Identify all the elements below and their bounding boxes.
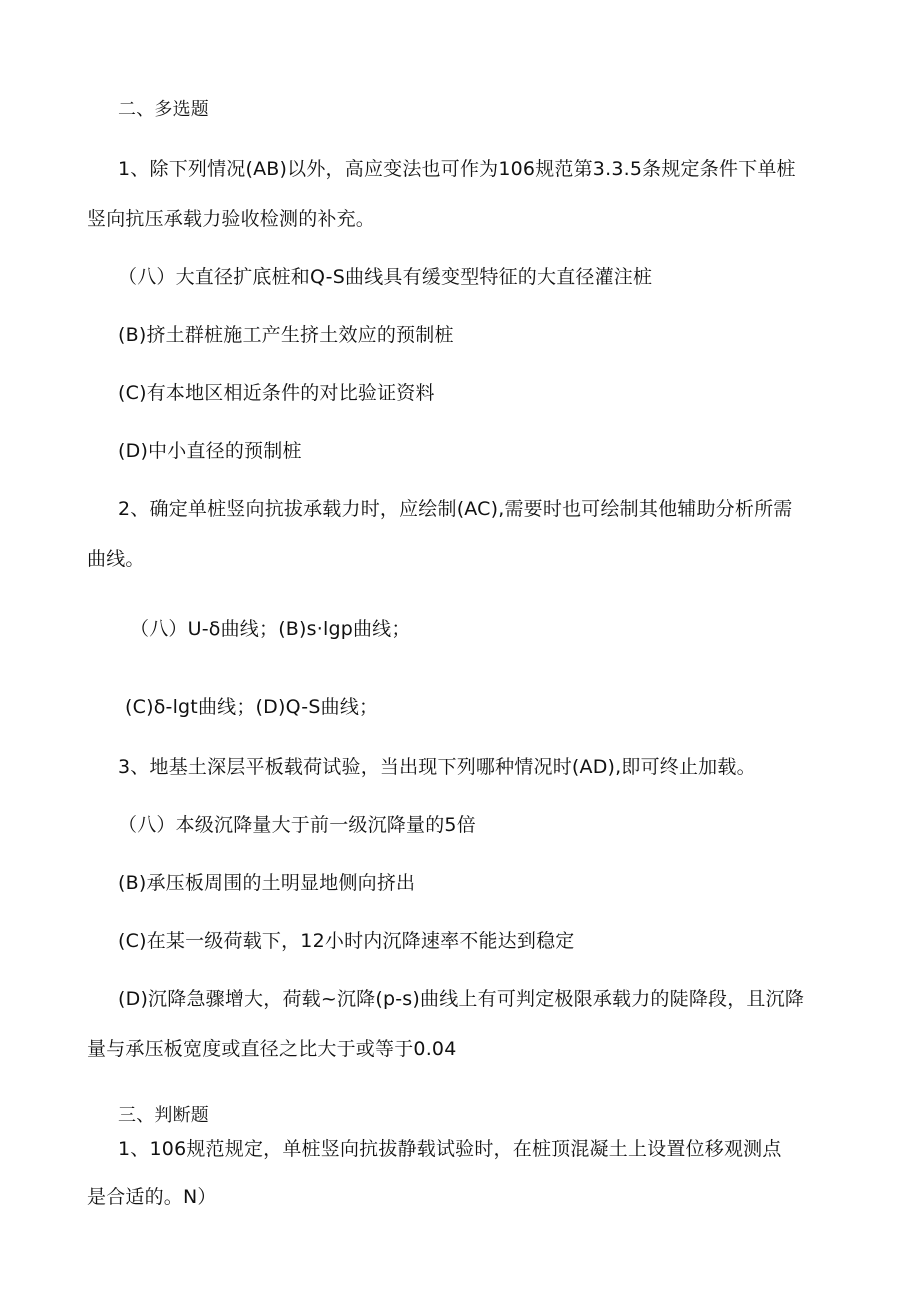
judgement-question-1-line1: 1、106规范规定，单桩竖向抗拔静载试验时，在桩顶混凝土上设置位移观测点 <box>118 1138 782 1160</box>
question-1-option-c: (C)有本地区相近条件的对比验证资料 <box>118 382 435 404</box>
question-1-option-d: (D)中小直径的预制桩 <box>118 440 302 462</box>
question-3-text-line1: 3、地基土深层平板载荷试验，当出现下列哪种情况时(AD),即可终止加载。 <box>118 756 756 778</box>
question-3-option-c: (C)在某一级荷载下，12小时内沉降速率不能达到稳定 <box>118 930 575 952</box>
question-2-options-row2: (C)δ-lgt曲线；(D)Q-S曲线； <box>125 696 379 718</box>
question-1-option-b: (B)挤土群桩施工产生挤土效应的预制桩 <box>118 324 454 346</box>
question-2-text-line1: 2、确定单桩竖向抗拔承载力时，应绘制(AC),需要时也可绘制其他辅助分析所需 <box>118 498 793 520</box>
question-3-option-d-line2: 量与承压板宽度或直径之比大于或等于0.04 <box>87 1038 457 1060</box>
section-title-multiple-choice: 二、多选题 <box>118 99 209 120</box>
question-1-option-a: （八）大直径扩底桩和Q-S曲线具有缓变型特征的大直径灌注桩 <box>118 266 653 288</box>
question-1-text-line2: 竖向抗压承载力验收检测的补充。 <box>87 208 376 230</box>
judgement-question-1-line2: 是合适的。N） <box>87 1186 217 1208</box>
question-2-options-row1: （八）U-δ曲线；(B)s·lgp曲线； <box>130 618 411 640</box>
question-2-text-line2: 曲线。 <box>87 548 145 570</box>
section-title-true-false: 三、判断题 <box>118 1105 209 1126</box>
question-1-text-line1: 1、除下列情况(AB)以外，高应变法也可作为106规范第3.3.5条规定条件下单桩 <box>118 158 796 180</box>
question-3-option-d-line1: (D)沉降急骤增大，荷载~沉降(p-s)曲线上有可判定极限承载力的陡降段，且沉降 <box>118 988 805 1010</box>
question-3-option-b: (B)承压板周围的土明显地侧向挤出 <box>118 872 416 894</box>
question-3-option-a: （八）本级沉降量大于前一级沉降量的5倍 <box>118 814 476 836</box>
